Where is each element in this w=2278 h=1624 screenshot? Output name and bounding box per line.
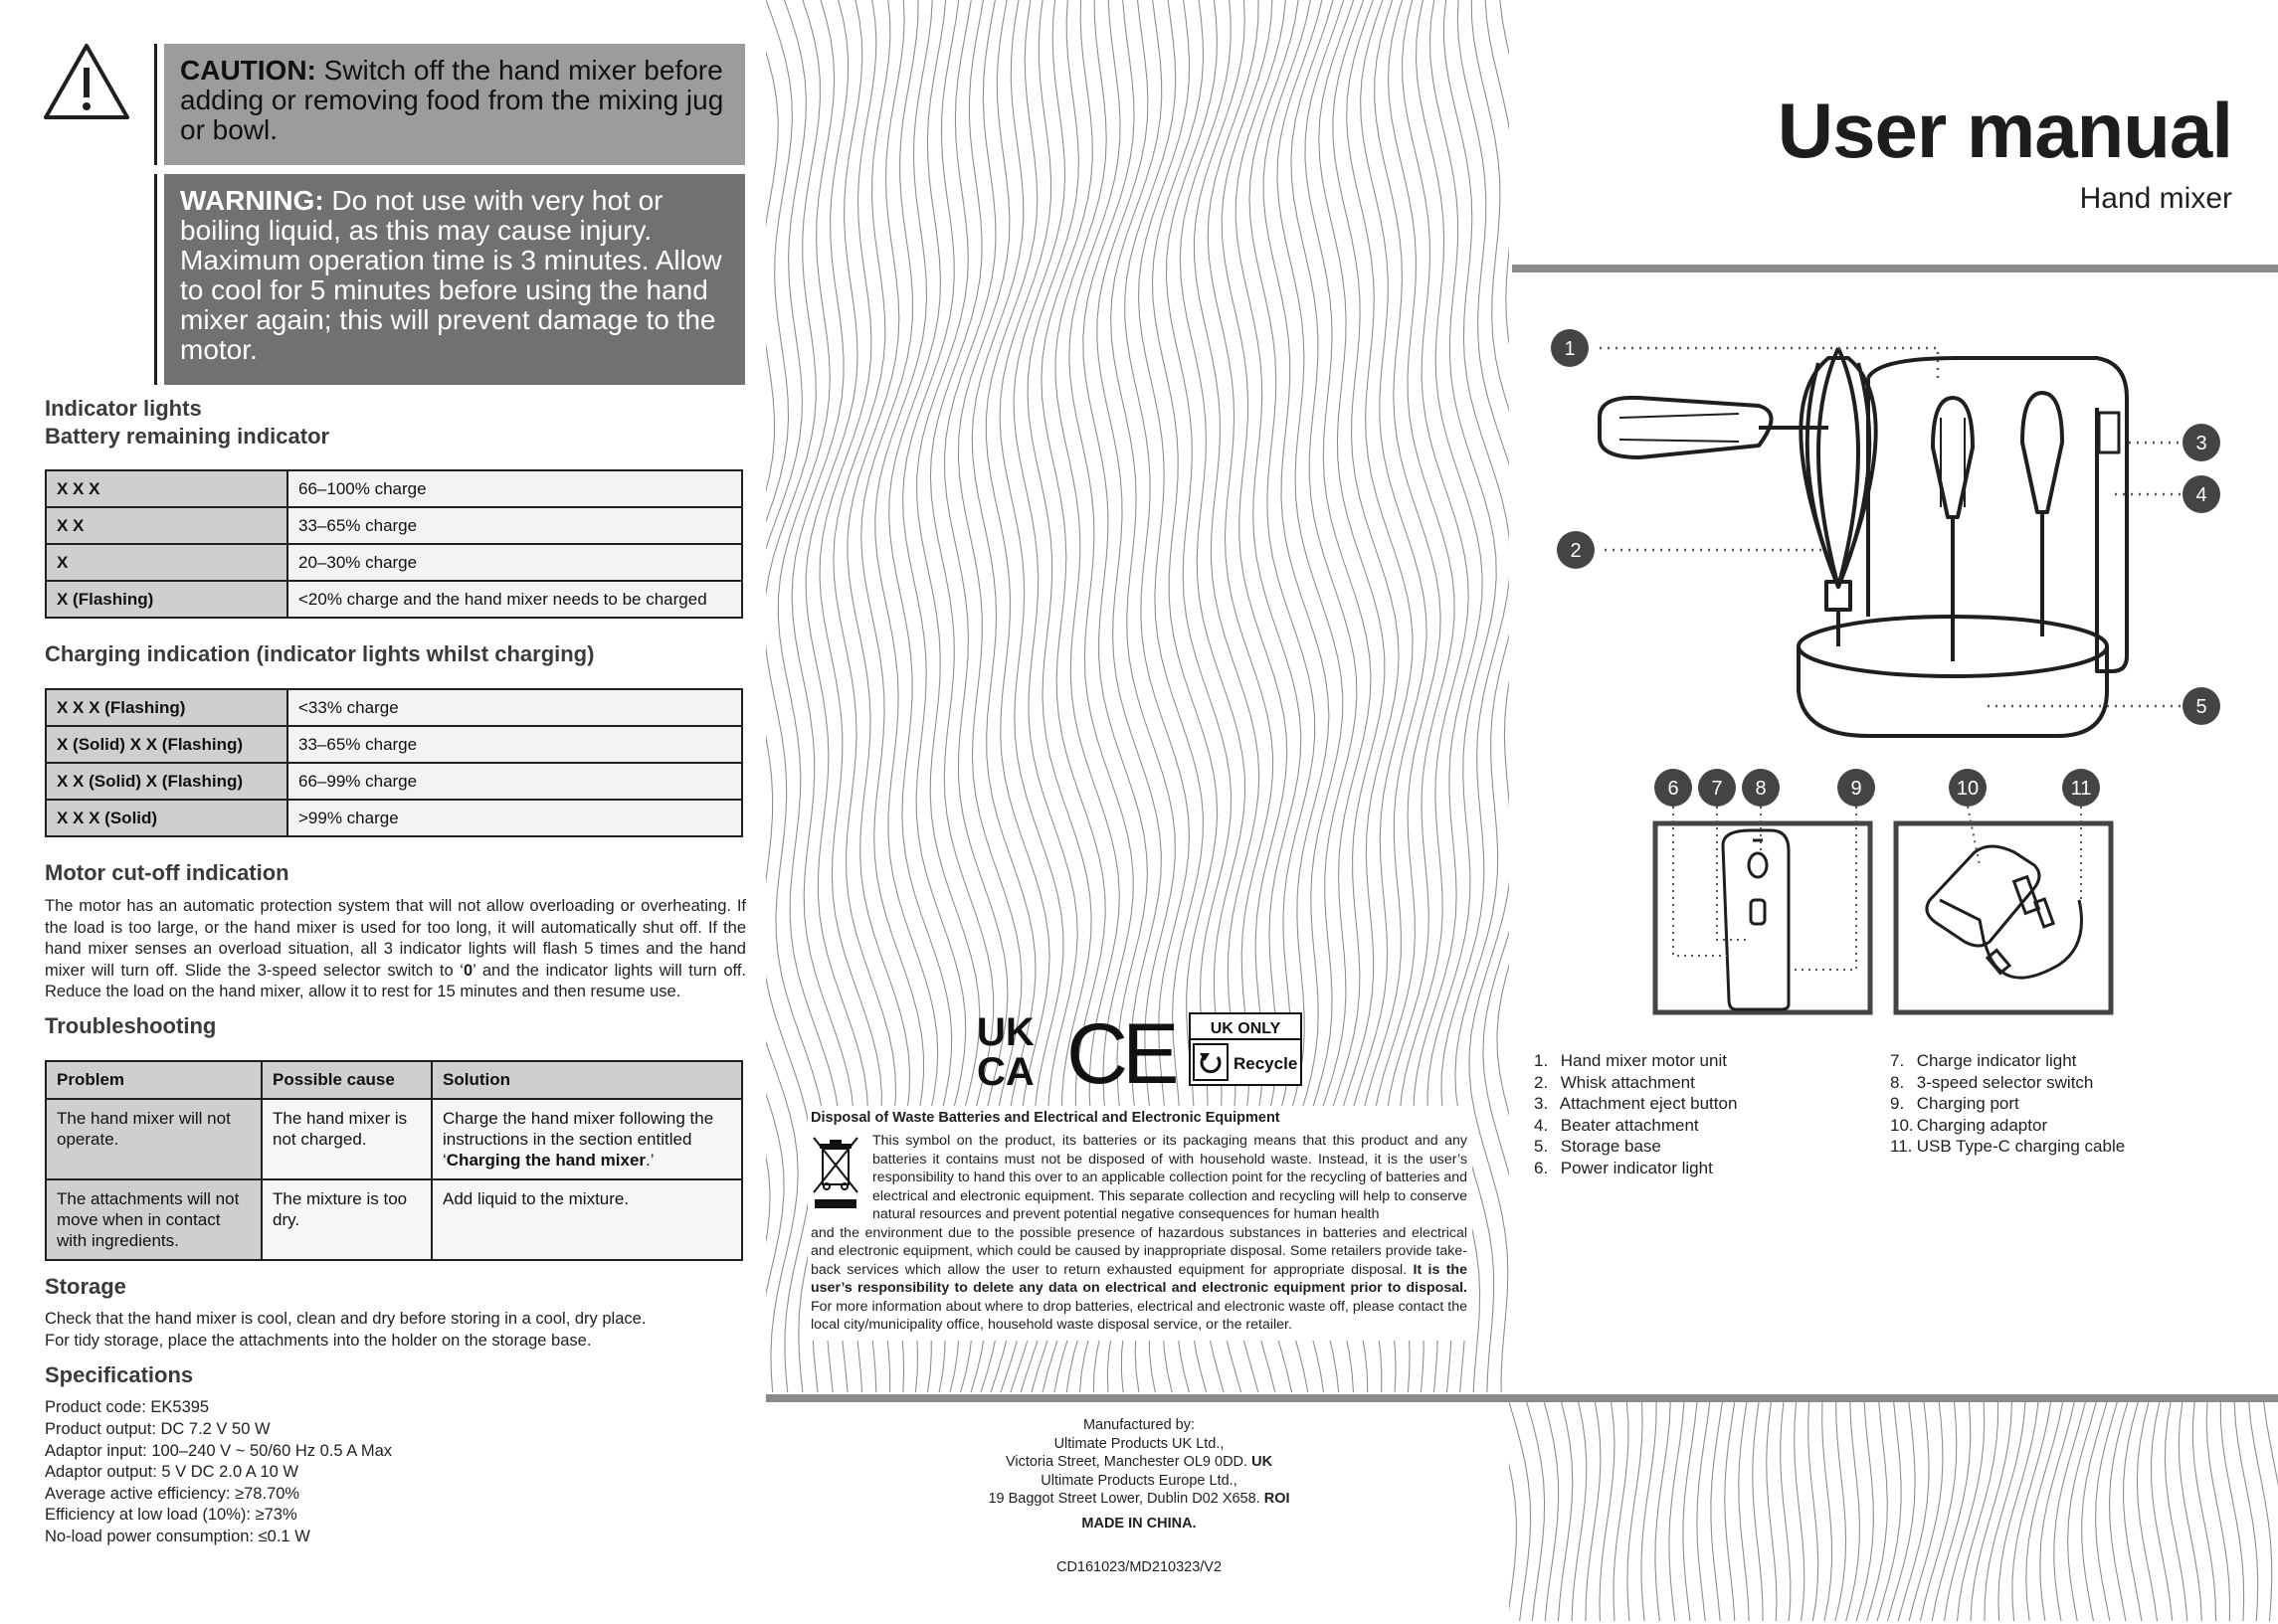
parts-list-right <box>1890 1050 2125 1158</box>
parts-list-left <box>1534 1050 1737 1178</box>
item-label: USB Type-C charging cable <box>1916 1137 2126 1156</box>
spec-line: Product output: DC 7.2 V 50 W <box>45 1420 271 1438</box>
list-item <box>1534 1136 1737 1158</box>
item-label: Power indicator light <box>1560 1158 1713 1177</box>
recycle-label: Recycle <box>1234 1054 1298 1073</box>
lights-cell: X X X (Flashing) <box>46 689 287 726</box>
uk-company-name: Ultimate Products UK Ltd., <box>1053 1435 1225 1452</box>
table-row <box>46 1099 742 1179</box>
specifications-heading: Specifications <box>45 1362 194 1387</box>
eu-company-name: Ultimate Products Europe Ltd., <box>1041 1472 1237 1489</box>
item-label: Charge indicator light <box>1916 1051 2077 1070</box>
meaning-cell: 20–30% charge <box>287 544 742 581</box>
lights-cell: X <box>46 544 287 581</box>
spec-line: Adaptor input: 100–240 V ~ 50/60 Hz 0.5 A Max <box>45 1442 393 1460</box>
motor-text-end: ’ and the indicator lights will turn off. Reduce the load on the hand mixer, allow it to rest for 15 minutes and then resume use. <box>45 961 746 1000</box>
motor-and-adaptor-diagram <box>1641 761 2119 1019</box>
indicator-heading: Indicator lights <box>45 396 202 421</box>
ukca-mark: UK <box>977 1010 1035 1054</box>
disposal-text <box>811 1132 1467 1335</box>
uk-tag: UK <box>1251 1454 1273 1470</box>
warning-text: Do not use with very hot or boiling liquid, as this may cause injury. Maximum operation time is 3 minutes. Allow to cool for 5 minutes before using the hand mixer again; this will prevent damage to the motor. <box>180 185 722 365</box>
callout-number: 3 <box>2195 433 2207 454</box>
disposal-text-indented: This symbol on the product, its batteries or its packaging means that this product and any batteries it contains must not be disposed of with household waste. Instead, it is the user’s responsibility to hand this over to an applicable collection point for the recycling of batteries and electrical and electronic equipment. This separate collection and recycling will help to conserve natural resources and prevent potential negative consequences for human health <box>872 1133 1467 1222</box>
spec-line: Adaptor output: 5 V DC 2.0 A 10 W <box>45 1463 298 1481</box>
list-item <box>1534 1050 1737 1072</box>
page-title: User manual <box>1777 87 2232 174</box>
callout-number: 5 <box>2195 696 2207 718</box>
spec-line: Efficiency at low load (10%): ≥73% <box>45 1506 297 1524</box>
callout-number: 6 <box>1667 778 1679 800</box>
list-item <box>1890 1136 2125 1158</box>
callout-11 <box>2062 769 2100 807</box>
callout-4 <box>2183 475 2220 513</box>
problem-cell: The attachments will not move when in contact with ingredients. <box>46 1179 262 1260</box>
callout-number: 9 <box>1850 778 1862 800</box>
table-row <box>46 544 742 581</box>
mixer-drawing <box>1600 348 2127 736</box>
meaning-cell: 33–65% charge <box>287 507 742 544</box>
eu-address <box>875 1490 1403 1509</box>
meaning-cell: <20% charge and the hand mixer needs to be charged <box>287 581 742 618</box>
certification-marks <box>975 1009 1303 1089</box>
lights-cell: X X X (Solid) <box>46 800 287 836</box>
item-label: Storage base <box>1560 1137 1661 1156</box>
item-label: Beater attachment <box>1560 1115 1699 1135</box>
warning-triangle-icon <box>42 42 131 121</box>
solution-text: Add liquid to the mixture. <box>443 1189 630 1208</box>
warning-label: WARNING: <box>180 185 324 216</box>
col-solution: Solution <box>432 1061 742 1099</box>
troubleshooting-table <box>45 1060 743 1261</box>
caution-label: CAUTION: <box>180 55 316 86</box>
callout-7 <box>1698 769 1736 807</box>
motor-text: The motor has an automatic protection system that will not allow overloading or overheating. If the load is too large, or the hand mixer is used for too long, it will automatically shut off. If the hand mixer senses an overload situation, all 3 indicator lights will flash 5 times and the hand mixer will turn off. Slide the 3-speed selector switch to ‘ <box>45 897 746 980</box>
caution-callout <box>164 44 745 165</box>
item-number: 11. <box>1890 1137 1913 1156</box>
table-row <box>46 726 742 763</box>
title-divider-bar <box>1512 265 2278 272</box>
troubleshooting-heading: Troubleshooting <box>45 1013 217 1038</box>
lights-cell: X X (Solid) X (Flashing) <box>46 763 287 800</box>
item-label: Hand mixer motor unit <box>1560 1051 1727 1070</box>
item-label: Whisk attachment <box>1560 1072 1695 1092</box>
item-label: Charging port <box>1916 1094 2019 1113</box>
callout-8 <box>1742 769 1780 807</box>
list-item <box>1534 1115 1737 1137</box>
solution-text-end: .’ <box>646 1151 655 1170</box>
disposal-text-main: and the environment due to the possible presence of hazardous substances in batteries and electrical and electronic equipment, which could be caused by inappropriate disposal. Some retailers provide take-back services which allow the user to return exhausted equipment for appropriate disposal. <box>811 1224 1467 1278</box>
caution-divider <box>154 44 157 165</box>
made-in-label: MADE IN CHINA. <box>1081 1515 1197 1532</box>
meaning-cell: 66–100% charge <box>287 470 742 507</box>
item-number: 10. <box>1890 1115 1914 1135</box>
meaning-cell: >99% charge <box>287 800 742 836</box>
item-number: 2. <box>1534 1072 1549 1092</box>
list-item <box>1534 1072 1737 1094</box>
list-item <box>1890 1072 2125 1094</box>
lights-cell: X (Solid) X X (Flashing) <box>46 726 287 763</box>
table-row <box>46 581 742 618</box>
battery-heading: Battery remaining indicator <box>45 424 330 449</box>
spec-line: Average active efficiency: ≥78.70% <box>45 1485 300 1503</box>
item-number: 4. <box>1534 1115 1549 1135</box>
item-label: Attachment eject button <box>1559 1094 1738 1113</box>
item-number: 6. <box>1534 1158 1549 1177</box>
solution-cell <box>432 1099 742 1179</box>
spec-line: Product code: EK5395 <box>45 1398 210 1416</box>
solution-text: Charge the hand mixer following the instructions in the section entitled ‘ <box>443 1109 714 1170</box>
list-item <box>1890 1050 2125 1072</box>
wave-pattern-footer <box>1509 1402 2278 1624</box>
list-item <box>1534 1158 1737 1179</box>
solution-cell <box>432 1179 742 1260</box>
document-reference: CD161023/MD210323/V2 <box>1055 1559 1223 1575</box>
manufactured-by-label: Manufactured by: <box>1082 1417 1196 1433</box>
item-number: 9. <box>1890 1094 1905 1113</box>
storage-heading: Storage <box>45 1274 126 1299</box>
disposal-title: Disposal of Waste Batteries and Electrical and Electronic Equipment <box>811 1110 1280 1126</box>
meaning-cell: <33% charge <box>287 689 742 726</box>
divider-bar <box>766 1394 2278 1402</box>
hand-mixer-diagram <box>1540 318 2236 746</box>
charging-table <box>45 688 743 837</box>
item-label: 3-speed selector switch <box>1916 1072 2094 1092</box>
list-item <box>1890 1115 2125 1137</box>
callout-3 <box>2183 424 2220 461</box>
ce-mark: CE <box>1066 1009 1174 1089</box>
lights-cell: X X X <box>46 470 287 507</box>
cause-cell: The mixture is too dry. <box>262 1179 432 1260</box>
motor-off-position: 0 <box>463 961 474 980</box>
callout-6 <box>1654 769 1692 807</box>
callout-markers <box>1654 769 2100 807</box>
uk-only-label: UK ONLY <box>1210 1020 1281 1037</box>
callout-number: 10 <box>1956 778 1980 800</box>
meaning-cell: 33–65% charge <box>287 726 742 763</box>
adaptor-drawing <box>1927 846 2082 978</box>
callout-2 <box>1557 531 1595 569</box>
uk-address <box>875 1453 1403 1472</box>
callout-number: 8 <box>1755 778 1767 800</box>
table-row <box>46 763 742 800</box>
problem-cell: The hand mixer will not operate. <box>46 1099 262 1179</box>
charging-heading: Charging indication (indicator lights whilst charging) <box>45 641 595 666</box>
table-row <box>46 470 742 507</box>
callout-10 <box>1949 769 1987 807</box>
table-header-row <box>46 1061 742 1099</box>
callout-markers <box>1551 329 2220 725</box>
roi-tag: ROI <box>1263 1491 1290 1507</box>
col-problem: Problem <box>46 1061 262 1099</box>
item-number: 3. <box>1534 1094 1549 1113</box>
item-label: Charging adaptor <box>1916 1115 2048 1135</box>
callout-number: 1 <box>1564 338 1576 360</box>
uk-address-text: Victoria Street, Manchester OL9 0DD. <box>1005 1454 1252 1470</box>
callout-number: 7 <box>1711 778 1723 800</box>
list-item <box>1890 1093 2125 1115</box>
caution-text: Switch off the hand mixer before adding or removing food from the mixing jug or bowl. <box>180 55 724 145</box>
battery-table <box>45 469 743 619</box>
table-row <box>46 800 742 836</box>
lights-cell: X X <box>46 507 287 544</box>
ukca-mark-bottom: CA <box>977 1050 1035 1089</box>
storage-line: Check that the hand mixer is cool, clean and dry before storing in a cool, dry place. <box>45 1310 647 1328</box>
spec-line: No-load power consumption: ≤0.1 W <box>45 1528 310 1545</box>
callout-9 <box>1837 769 1875 807</box>
motor-paragraph <box>45 896 746 1003</box>
item-number: 7. <box>1890 1051 1905 1070</box>
motor-heading: Motor cut-off indication <box>45 860 289 885</box>
callout-number: 4 <box>2195 484 2207 506</box>
callout-number: 11 <box>2070 778 2092 800</box>
lights-cell: X (Flashing) <box>46 581 287 618</box>
callout-1 <box>1551 329 1589 367</box>
motor-unit-drawing <box>1723 830 1789 1009</box>
manufacturer-block <box>875 1416 1403 1533</box>
meaning-cell: 66–99% charge <box>287 763 742 800</box>
item-number: 8. <box>1890 1072 1905 1092</box>
cause-cell: The hand mixer is not charged. <box>262 1099 432 1179</box>
warning-callout <box>164 174 745 385</box>
col-cause: Possible cause <box>262 1061 432 1099</box>
warning-divider <box>154 174 157 385</box>
list-item <box>1534 1093 1737 1115</box>
table-row <box>46 689 742 726</box>
eu-address-text: 19 Baggot Street Lower, Dublin D02 X658. <box>988 1491 1264 1507</box>
page-subtitle: Hand mixer <box>2079 182 2232 215</box>
disposal-text-end: For more information about where to drop batteries, electrical and electronic waste off, please contact the local city/municipality office, household waste disposal service, or the retailer. <box>811 1298 1467 1333</box>
table-row <box>46 1179 742 1260</box>
table-row <box>46 507 742 544</box>
disposal-text-bold: It is the user’s responsibility to delete any data on electrical and electronic equipment prior to disposal. <box>811 1261 1467 1296</box>
storage-line: For tidy storage, place the attachments into the holder on the storage base. <box>45 1332 592 1350</box>
section-reference: Charging the hand mixer <box>446 1151 647 1170</box>
callout-number: 2 <box>1570 540 1582 562</box>
callout-5 <box>2183 687 2220 725</box>
item-number: 5. <box>1534 1137 1549 1156</box>
item-number: 1. <box>1534 1051 1549 1070</box>
